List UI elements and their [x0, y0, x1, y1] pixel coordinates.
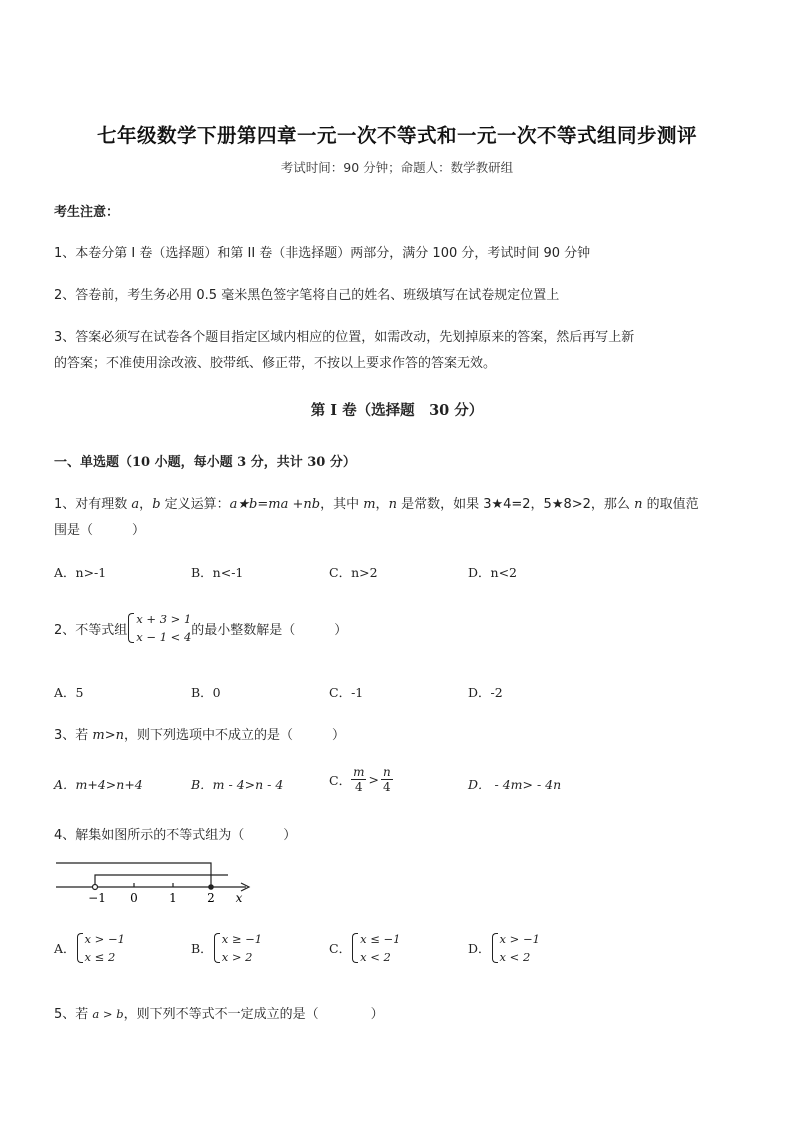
q3-prefix: 3、若	[54, 728, 93, 743]
q4-option-c-system	[351, 930, 400, 966]
q4-b-line-1: x ≥ −1	[221, 932, 263, 946]
q2-suffix: 的最小整数解是（ ）	[191, 622, 348, 638]
q2-system-line-1: x + 3 > 1	[136, 612, 192, 626]
q4-d-line-2: x < 2	[499, 950, 531, 964]
q3-fraction-n	[381, 765, 393, 794]
q4-option-c-label: C．	[329, 941, 352, 956]
q1-var-b: b	[152, 497, 161, 512]
q3-condition: m>n	[92, 728, 124, 743]
section-title: 第 I 卷（选择题 30 分）	[310, 402, 484, 419]
q4-option-d-system	[491, 930, 540, 966]
notice-item-3-line-2: 的答案；不准使用涂改液、胶带纸、修正带，不按以上要求作答的答案无效。	[54, 356, 497, 371]
q2-option-a[interactable]: A．5	[54, 685, 84, 700]
question-3	[54, 724, 345, 743]
q1-definition: a★b=ma +nb	[229, 497, 321, 512]
q3-frac-num-m: m	[353, 765, 365, 779]
page-title: 七年级数学下册第四章一元一次不等式和一元一次不等式组同步测评	[96, 124, 697, 147]
question-4: 4、解集如图所示的不等式组为（ ）	[54, 828, 297, 843]
axis-label-x: x	[235, 891, 243, 905]
q1-var-m: m	[363, 497, 376, 512]
q4-option-b-label: B．	[191, 941, 213, 956]
question-1-line-1	[54, 493, 699, 512]
q4-option-a[interactable]	[54, 930, 125, 966]
q1-text-a: 1、对有理数	[54, 497, 132, 512]
number-line-figure	[50, 855, 260, 907]
q3-option-d[interactable]: D． - 4m> - 4n	[468, 777, 562, 792]
question-5	[54, 1003, 384, 1022]
q4-d-line-1: x > −1	[499, 932, 540, 946]
notice-item-1: 1、本卷分第 I 卷（选择题）和第 II 卷（非选择题）两部分，满分 100 分，考试时间 90 分钟	[54, 246, 591, 261]
q3-option-c-label: C．	[329, 772, 352, 788]
q3-option-a[interactable]: A．m+4>n+4	[54, 777, 143, 792]
q3-option-c[interactable]	[329, 765, 393, 794]
exam-info: 考试时间：90 分钟；命题人：数学教研组	[280, 160, 514, 175]
q1-var-n-2: n	[634, 497, 643, 512]
question-1-line-2: 围是（ ）	[54, 523, 146, 538]
q1-option-c[interactable]: C．n>2	[329, 565, 378, 580]
part-title: 一、单选题（10 小题，每小题 3 分，共计 30 分）	[54, 455, 356, 470]
notice-item-3-line-1: 3、答案必须写在试卷各个题目指定区域内相应的位置，如需改动，先划掉原来的答案，然后再写上新	[54, 330, 635, 345]
tick-label-neg1: −1	[88, 891, 106, 905]
tick-label-1: 1	[169, 891, 177, 905]
q4-b-line-2: x > 2	[221, 950, 253, 964]
tick-label-2: 2	[207, 891, 215, 905]
q4-option-d-label: D．	[468, 941, 491, 956]
q3-option-b[interactable]: B．m - 4>n - 4	[191, 777, 284, 792]
tick-label-0: 0	[130, 891, 138, 905]
q1-comma-2: ，	[375, 497, 389, 512]
q4-a-line-2: x ≤ 2	[84, 950, 116, 964]
q5-suffix: ，则下列不等式不一定成立的是（ ）	[123, 1007, 384, 1022]
q1-text-c: ，其中	[320, 497, 364, 512]
q3-frac-num-n: n	[382, 765, 391, 779]
q4-a-line-1: x > −1	[84, 932, 125, 946]
q1-text-e: 的取值范	[642, 497, 699, 512]
q4-option-b[interactable]	[191, 930, 262, 966]
q4-c-line-1: x ≤ −1	[360, 932, 401, 946]
q5-prefix: 5、若	[54, 1007, 93, 1022]
q4-option-b-system	[213, 930, 262, 966]
q4-option-d[interactable]	[468, 930, 540, 966]
q4-option-a-system	[76, 930, 125, 966]
q1-option-d[interactable]: D．n<2	[468, 565, 517, 580]
notice-item-2: 2、答卷前，考生务必用 0.5 毫米黑色签字笔将自己的姓名、班级填写在试卷规定位置上	[54, 288, 560, 303]
q4-option-a-label: A．	[54, 941, 76, 956]
q2-option-c[interactable]: C．-1	[329, 685, 364, 700]
q1-var-a: a	[131, 497, 140, 512]
solution-range-lower	[95, 875, 228, 887]
q1-var-n: n	[388, 497, 397, 512]
q1-comma: ，	[139, 497, 153, 512]
q1-text-b: 定义运算：	[160, 497, 230, 512]
q4-option-c[interactable]	[329, 930, 400, 966]
q2-inequality-system	[127, 610, 191, 646]
notice-heading: 考生注意：	[54, 205, 120, 220]
q1-option-a[interactable]: A．n>-1	[54, 565, 107, 580]
q2-system-line-2: x − 1 < 4	[136, 630, 192, 644]
q3-frac-den-m: 4	[354, 780, 363, 794]
q2-option-d[interactable]: D．-2	[468, 685, 503, 700]
question-2	[54, 610, 347, 646]
q5-condition: a > b	[92, 1007, 124, 1021]
q1-text-d: 是常数，如果 3★4=2，5★8>2，那么	[396, 497, 635, 512]
q2-prefix: 2、不等式组	[54, 622, 128, 638]
closed-endpoint-dot	[208, 884, 214, 890]
q1-option-b[interactable]: B．n<-1	[191, 565, 244, 580]
q2-option-b[interactable]: B．0	[191, 685, 221, 700]
q3-suffix: ，则下列选项中不成立的是（ ）	[124, 728, 346, 743]
q3-frac-den-n: 4	[383, 780, 391, 794]
q3-gt-sign: >	[368, 772, 379, 787]
q4-c-line-2: x < 2	[360, 950, 391, 964]
open-endpoint-circle	[93, 885, 98, 890]
q3-fraction-m	[351, 765, 366, 794]
